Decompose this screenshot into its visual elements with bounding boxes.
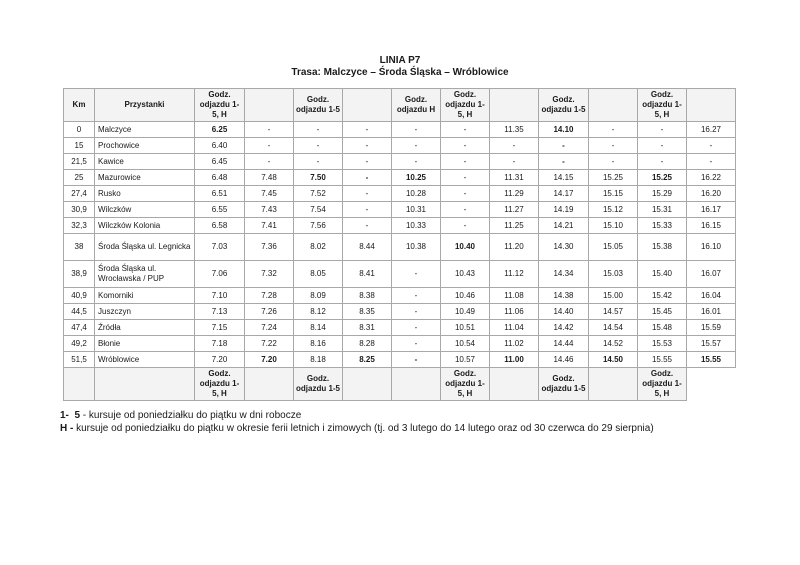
departure-time-cell: 7.18 [195,336,245,352]
km-cell: 0 [64,122,95,138]
footer-column-label: Godz. odjazdu 1-5, H [195,368,245,401]
km-header: Km [64,89,95,122]
departure-time-cell: - [441,170,490,186]
footer-column-label [589,368,638,401]
departure-time-cell: 10.54 [441,336,490,352]
departure-column-header [245,89,294,122]
departure-time-cell: 7.45 [245,186,294,202]
departure-time-cell: 15.10 [589,218,638,234]
departure-time-cell: - [343,218,392,234]
departure-column-header [687,89,736,122]
departure-time-cell: 6.58 [195,218,245,234]
departure-time-cell: 16.15 [687,218,736,234]
km-cell: 40,9 [64,288,95,304]
departure-time-cell: - [441,122,490,138]
legend-text-holidays: kursuje od poniedziałku do piątku w okresie ferii letnich i zimowych (tj. od 3 lutego do 14 lutego oraz od 30 czerwca do 29 sierpnia) [73,423,654,434]
departure-time-cell: 14.54 [589,320,638,336]
departure-time-cell: 6.51 [195,186,245,202]
departure-time-cell: - [490,138,539,154]
departure-time-cell: - [638,154,687,170]
departure-time-cell: 10.49 [441,304,490,320]
departure-time-cell: 14.52 [589,336,638,352]
table-row [64,320,736,336]
route-subtitle: Trasa: Malczyce – Środa Śląska – Wróblowice [291,67,509,78]
departure-time-cell: 10.51 [441,320,490,336]
departure-time-cell: 8.41 [343,261,392,288]
stop-name-cell: Wróblowice [95,352,195,368]
departure-time-cell: - [245,138,294,154]
footer-column-label: Godz. odjazdu 1-5, H [638,368,687,401]
departure-time-cell: 10.33 [392,218,441,234]
footer-column-label: Godz. odjazdu 1-5 [294,368,343,401]
departure-time-cell: 15.53 [638,336,687,352]
departure-time-cell: 15.38 [638,234,687,261]
footer-empty-cell [64,368,95,401]
departure-time-cell: - [441,202,490,218]
departure-time-cell: 15.25 [589,170,638,186]
departure-time-cell: 8.38 [343,288,392,304]
departure-time-cell: 8.44 [343,234,392,261]
legend-key-weekdays: 1- 5 [60,410,81,421]
departure-column-header: Godz. odjazdu 1-5, H [195,89,245,122]
departure-time-cell: 8.14 [294,320,343,336]
km-cell: 32,3 [64,218,95,234]
departure-time-cell: 14.30 [539,234,589,261]
departure-time-cell: 15.55 [638,352,687,368]
departure-time-cell: 15.15 [589,186,638,202]
departure-time-cell: - [392,320,441,336]
legend-holidays [60,423,654,434]
departure-column-header [589,89,638,122]
departure-time-cell: - [441,138,490,154]
departure-time-cell: - [638,122,687,138]
departure-time-cell: 7.22 [245,336,294,352]
departure-time-cell: - [441,218,490,234]
departure-time-cell: 6.40 [195,138,245,154]
timetable [63,88,736,401]
departure-time-cell: - [343,202,392,218]
departure-time-cell: 10.38 [392,234,441,261]
departure-time-cell: - [589,138,638,154]
stop-name-cell: Komorniki [95,288,195,304]
departure-time-cell: 15.57 [687,336,736,352]
departure-time-cell: - [343,170,392,186]
departure-time-cell: - [343,122,392,138]
stop-name-cell: Kawice [95,154,195,170]
departure-time-cell: - [687,154,736,170]
km-cell: 25 [64,170,95,186]
stop-name-cell: Wilczków Kolonia [95,218,195,234]
departure-time-cell: 14.19 [539,202,589,218]
table-row [64,154,736,170]
departure-time-cell: 11.20 [490,234,539,261]
departure-time-cell: - [392,288,441,304]
departure-time-cell: 15.42 [638,288,687,304]
departure-time-cell: 7.36 [245,234,294,261]
departure-time-cell: 14.42 [539,320,589,336]
departure-time-cell: 7.32 [245,261,294,288]
departure-column-header: Godz. odjazdu H [392,89,441,122]
departure-time-cell: - [392,352,441,368]
departure-time-cell: - [392,304,441,320]
departure-time-cell: 7.15 [195,320,245,336]
departure-time-cell: 7.03 [195,234,245,261]
table-row [64,186,736,202]
km-cell: 49,2 [64,336,95,352]
km-cell: 44,5 [64,304,95,320]
departure-time-cell: - [294,154,343,170]
footer-column-label [95,368,195,401]
departure-time-cell: - [539,138,589,154]
departure-time-cell: - [294,122,343,138]
departure-time-cell: - [490,154,539,170]
departure-time-cell: 6.25 [195,122,245,138]
departure-time-cell: 11.06 [490,304,539,320]
departure-time-cell: 16.17 [687,202,736,218]
header-row [64,89,736,122]
departure-time-cell: 8.31 [343,320,392,336]
departure-time-cell: 10.57 [441,352,490,368]
departure-time-cell: 7.48 [245,170,294,186]
departure-time-cell: 8.16 [294,336,343,352]
departure-time-cell: 8.35 [343,304,392,320]
departure-time-cell: 15.03 [589,261,638,288]
footer-column-label: Godz. odjazdu 1-5, H [441,368,490,401]
departure-time-cell: 10.40 [441,234,490,261]
departure-time-cell: 11.31 [490,170,539,186]
stop-name-cell: Środa Śląska ul. Wrocławska / PUP [95,261,195,288]
departure-time-cell: 16.01 [687,304,736,320]
km-cell: 47,4 [64,320,95,336]
departure-time-cell: 14.17 [539,186,589,202]
departure-time-cell: 10.28 [392,186,441,202]
km-cell: 21,5 [64,154,95,170]
departure-time-cell: 6.55 [195,202,245,218]
departure-time-cell: 11.08 [490,288,539,304]
departure-time-cell: 15.05 [589,234,638,261]
departure-time-cell: 15.59 [687,320,736,336]
departure-time-cell: - [392,336,441,352]
departure-time-cell: 7.26 [245,304,294,320]
departure-time-cell: 11.04 [490,320,539,336]
timetable-title: LINIA P7 [379,55,421,66]
departure-time-cell: - [294,138,343,154]
legend-text-weekdays: - kursuje od poniedziałku do piątku w dni robocze [80,410,302,421]
departure-time-cell: 8.28 [343,336,392,352]
legend-key-holidays: H - [60,423,74,434]
departure-time-cell: 10.43 [441,261,490,288]
stops-header: Przystanki [95,89,195,122]
departure-time-cell: 8.09 [294,288,343,304]
stop-name-cell: Źródła [95,320,195,336]
departure-time-cell: - [589,122,638,138]
departure-time-cell: 16.04 [687,288,736,304]
departure-time-cell: 10.25 [392,170,441,186]
departure-time-cell: 10.31 [392,202,441,218]
departure-time-cell: - [638,138,687,154]
departure-time-cell: 14.10 [539,122,589,138]
departure-time-cell: 8.05 [294,261,343,288]
departure-time-cell: - [441,154,490,170]
footer-column-label [343,368,392,401]
departure-time-cell: 7.06 [195,261,245,288]
departure-time-cell: - [245,154,294,170]
departure-time-cell: 7.13 [195,304,245,320]
table-row [64,138,736,154]
departure-time-cell: 14.57 [589,304,638,320]
departure-time-cell: 14.15 [539,170,589,186]
departure-time-cell: 7.24 [245,320,294,336]
table-row [64,234,736,261]
departure-time-cell: - [687,138,736,154]
departure-time-cell: 15.25 [638,170,687,186]
departure-time-cell: 14.21 [539,218,589,234]
departure-time-cell: 15.00 [589,288,638,304]
departure-time-cell: - [343,154,392,170]
departure-time-cell: 11.00 [490,352,539,368]
departure-time-cell: 16.20 [687,186,736,202]
departure-time-cell: - [589,154,638,170]
departure-time-cell: 14.40 [539,304,589,320]
departure-time-cell: 11.02 [490,336,539,352]
departure-time-cell: 7.20 [195,352,245,368]
departure-column-header: Godz. odjazdu 1-5, H [441,89,490,122]
table-row [64,336,736,352]
footer-column-label: Godz. odjazdu 1-5 [539,368,589,401]
departure-time-cell: 14.34 [539,261,589,288]
departure-column-header: Godz. odjazdu 1-5 [539,89,589,122]
departure-time-cell: 7.43 [245,202,294,218]
departure-time-cell: 15.45 [638,304,687,320]
km-cell: 30,9 [64,202,95,218]
departure-time-cell: 8.12 [294,304,343,320]
stop-name-cell: Wilczków [95,202,195,218]
departure-time-cell: 8.18 [294,352,343,368]
km-cell: 51,5 [64,352,95,368]
footer-column-label [392,368,441,401]
departure-time-cell: - [392,154,441,170]
table-row [64,261,736,288]
departure-time-cell: 7.54 [294,202,343,218]
departure-time-cell: - [392,122,441,138]
departure-time-cell: 16.27 [687,122,736,138]
departure-column-header [343,89,392,122]
departure-time-cell: 15.55 [687,352,736,368]
footer-column-label [490,368,539,401]
departure-time-cell: 7.10 [195,288,245,304]
km-cell: 27,4 [64,186,95,202]
stop-name-cell: Środa Śląska ul. Legnicka [95,234,195,261]
departure-time-cell: 11.12 [490,261,539,288]
departure-column-header [490,89,539,122]
departure-column-header: Godz. odjazdu 1-5, H [638,89,687,122]
departure-time-cell: - [245,122,294,138]
departure-time-cell: 8.25 [343,352,392,368]
km-cell: 15 [64,138,95,154]
km-cell: 38,9 [64,261,95,288]
departure-time-cell: 6.48 [195,170,245,186]
km-cell: 38 [64,234,95,261]
departure-time-cell: 6.45 [195,154,245,170]
departure-time-cell: - [441,186,490,202]
stop-name-cell: Mazurowice [95,170,195,186]
departure-time-cell: 7.28 [245,288,294,304]
departure-time-cell: 14.46 [539,352,589,368]
table-row [64,122,736,138]
stop-name-cell: Rusko [95,186,195,202]
departure-time-cell: 14.50 [589,352,638,368]
departure-time-cell: - [343,186,392,202]
table-row [64,202,736,218]
table-row [64,304,736,320]
stop-name-cell: Malczyce [95,122,195,138]
departure-time-cell: 15.31 [638,202,687,218]
departure-time-cell: 7.50 [294,170,343,186]
departure-time-cell: 15.48 [638,320,687,336]
departure-time-cell: 11.27 [490,202,539,218]
departure-time-cell: 16.22 [687,170,736,186]
departure-time-cell: 11.35 [490,122,539,138]
table-row [64,288,736,304]
departure-time-cell: 16.07 [687,261,736,288]
departure-time-cell: 10.46 [441,288,490,304]
departure-time-cell: 15.29 [638,186,687,202]
departure-time-cell: 15.12 [589,202,638,218]
departure-time-cell: 11.29 [490,186,539,202]
departure-time-cell: 7.20 [245,352,294,368]
departure-time-cell: - [392,138,441,154]
stop-name-cell: Juszczyn [95,304,195,320]
departure-time-cell: 7.52 [294,186,343,202]
footer-row [64,368,736,401]
departure-time-cell: 11.25 [490,218,539,234]
departure-time-cell: 16.10 [687,234,736,261]
table-row [64,352,736,368]
departure-time-cell: 7.56 [294,218,343,234]
departure-time-cell: - [539,154,589,170]
departure-time-cell: 8.02 [294,234,343,261]
stop-name-cell: Błonie [95,336,195,352]
table-row [64,218,736,234]
legend-weekdays [60,410,301,421]
departure-time-cell: - [392,261,441,288]
table-row [64,170,736,186]
departure-column-header: Godz. odjazdu 1-5 [294,89,343,122]
stop-name-cell: Prochowice [95,138,195,154]
departure-time-cell: 14.44 [539,336,589,352]
departure-time-cell: 15.33 [638,218,687,234]
departure-time-cell: 14.38 [539,288,589,304]
departure-time-cell: 7.41 [245,218,294,234]
departure-time-cell: - [343,138,392,154]
footer-column-label [245,368,294,401]
departure-time-cell: 15.40 [638,261,687,288]
